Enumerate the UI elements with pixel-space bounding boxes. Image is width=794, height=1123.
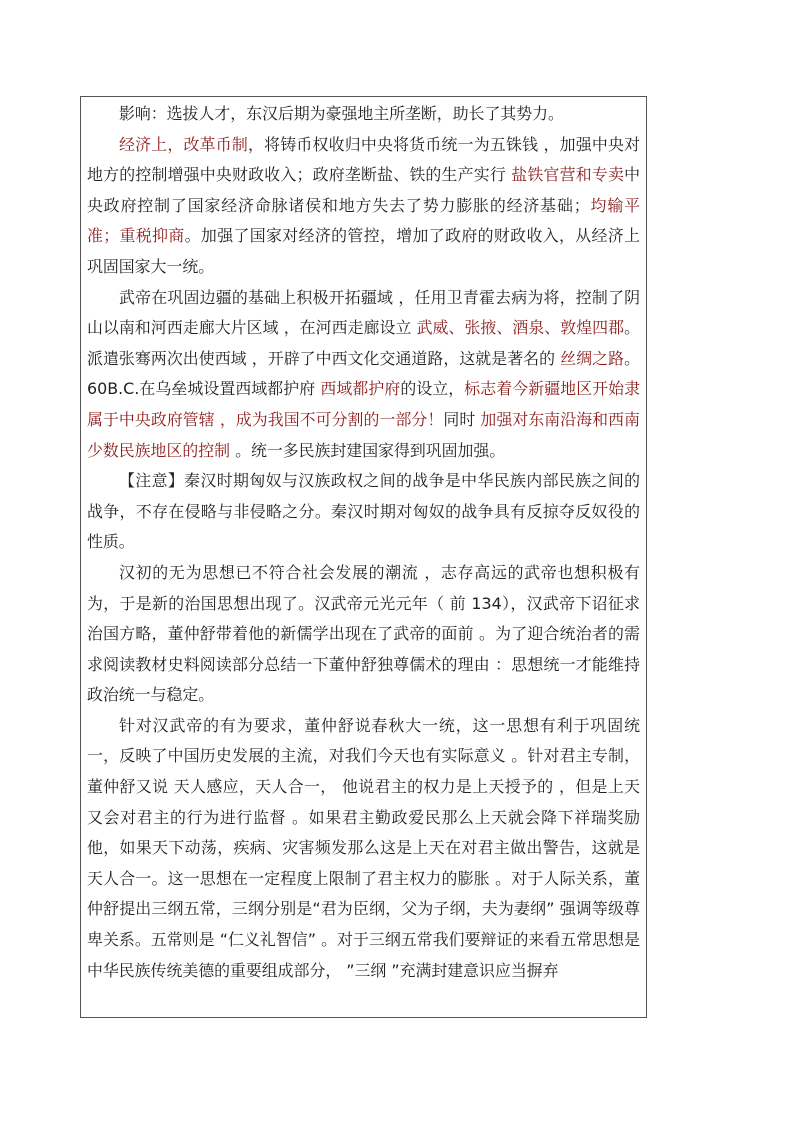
- text-segment: 。60B.C.在乌垒城设置西域都护府: [87, 348, 641, 399]
- text-segment: 。统一多民族封建国家得到巩固加强。: [230, 440, 506, 460]
- text-segment: 中央政府控制了国家经济命脉诸侯和地方失去了势力膨胀的经济基础；: [87, 165, 640, 215]
- highlight-xinjiang: 标志着今新疆地区开始隶属于中央政府管辖 ，成为我国不可分割的一部分！: [87, 379, 641, 429]
- paragraph-note: [87, 466, 640, 558]
- text-segment: 同时: [443, 409, 481, 429]
- paragraph-dong-zhongshu: [87, 558, 640, 711]
- highlight-silk-road: 丝绸之路: [560, 348, 625, 368]
- text-segment: 。派遣张骞两次出使西域 ，开辟了中西文化交通道路，这就是著名的: [87, 318, 641, 368]
- paragraph-influence: [87, 99, 640, 130]
- text-segment: ，将铸币权收归中央将货币统一为五铢钱 ，加强中央对地方的控制增强中央财政收入；政府垄断盐、铁的生产实行: [87, 134, 640, 185]
- highlight-tax-policy: 均输平准；重税抑商: [87, 195, 641, 246]
- highlight-salt-iron-monopoly: 盐铁官营和专卖: [511, 165, 625, 185]
- paragraph-economy: [87, 130, 640, 283]
- highlight-currency-reform: 经济上，改革币制: [119, 134, 248, 154]
- text-segment: 的设立，: [400, 379, 465, 399]
- text-segment: 。加强了国家对经济的管控，增加了政府的财政收入，从经济上巩固国家大一统。: [87, 226, 640, 276]
- paragraph-frontier: [87, 283, 640, 467]
- highlight-southeast-southwest: 加强对东南沿海和西南少数民族地区的控制: [87, 409, 640, 460]
- text-segment: 针对汉武帝的有为要求，董仲舒说春秋大一统，这一思想有利于巩固统一，反映了中国历史发展的主流，对我们今天也有实际意义 。针对君主专制，董仲舒又说 天人感应，天人合一， 他说君主的权力是上天授予的 ，但是上天又会对君主的行为进行监督 。如果君主勤政爱民那么上天就会降下祥瑞奖励他，如果天下动荡，疾病、灾害频发那么这是上天在对君主做出警告，这就是天人合一。这一思想在一定程度上限制了君主权力的膨胀 。对于人际关系，董仲舒提出三纲五常，三纲分别是“君为臣纲，父为子纲，夫为妻纲” 强调等级尊卑关系。五常则是 “仁义礼智信” 。对于三纲五常我们要辩证的来看五常思想是中华民族传统美德的重要组成部分， ”三纲 ”充满封建意识应当摒弃: [87, 715, 640, 980]
- text-segment: 【注意】秦汉时期匈奴与汉族政权之间的战争是中华民族内部民族之间的战争，不存在侵略与非侵略之分。秦汉时期对匈奴的战争具有反掠夺反奴役的性质。: [87, 471, 640, 552]
- paragraph-heaven-man-unity: [87, 711, 640, 986]
- text-segment: 武帝在巩固边疆的基础上积极开拓疆域 ，任用卫青霍去病为将，控制了阴山以南和河西走廊大片区域 ，在河西走廊设立: [87, 287, 640, 338]
- highlight-four-commanderies: 武威、张掖、酒泉、敦煌四郡: [416, 318, 625, 338]
- document-body: [87, 99, 640, 986]
- text-segment: 汉初的无为思想已不符合社会发展的潮流 ，志存高远的武帝也想积极有为，于是新的治国思想出现了。汉武帝元光元年（ 前 134），汉武帝下诏征求治国方略，董仲舒带着他的新儒学出现在了武帝的面前 。为了迎合统治者的需求阅读教材史料阅读部分总结一下董仲舒独尊儒术的理由 ：思想统一才能维持政治统一与稳定。: [87, 562, 640, 705]
- text-segment: 影响：选拔人才，东汉后期为豪强地主所垄断，助长了其势力。: [119, 104, 564, 123]
- highlight-western-regions: 西域都护府: [320, 379, 401, 399]
